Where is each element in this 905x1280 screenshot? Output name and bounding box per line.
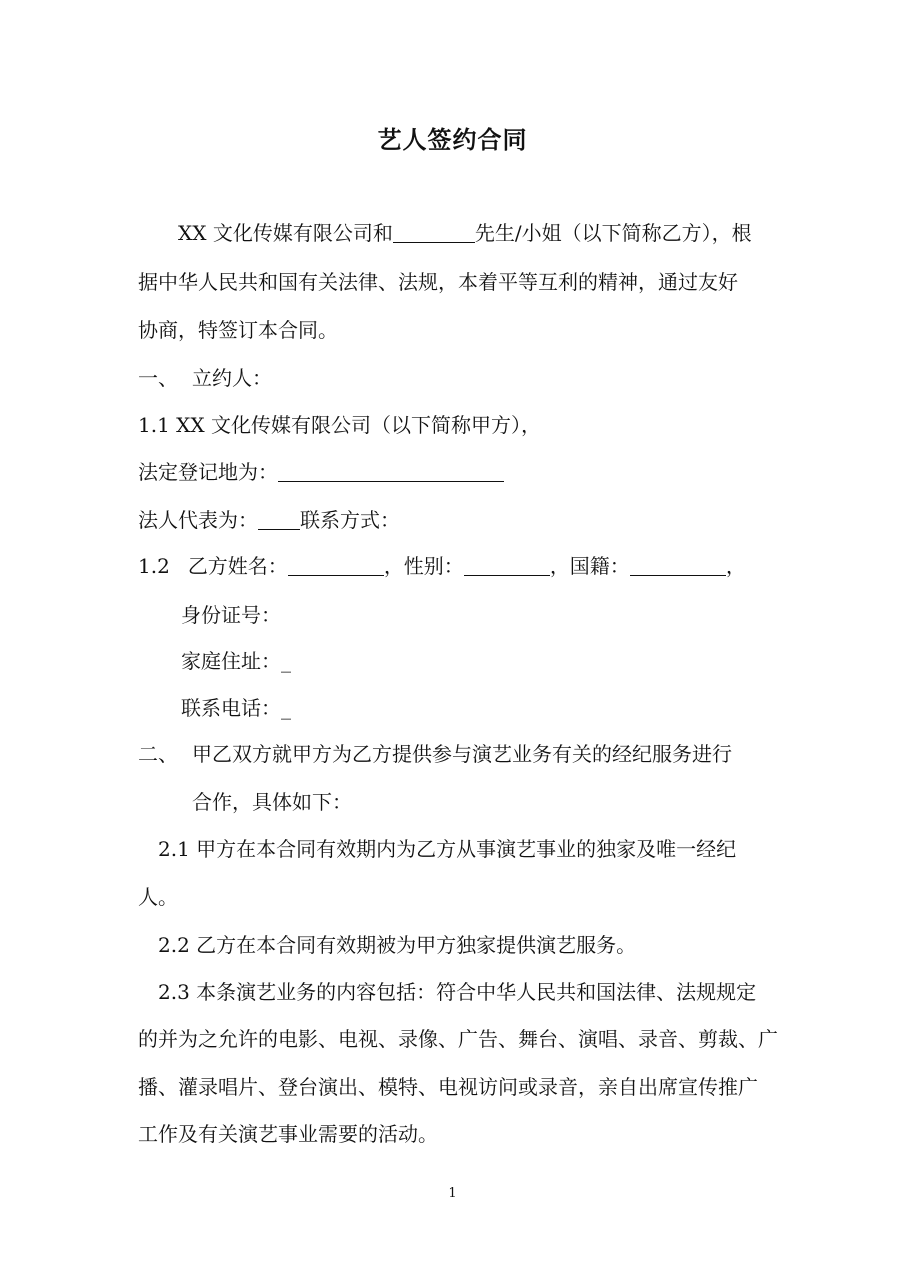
phone-line: 联系电话：_ [181,696,291,720]
intro-line-3: 协商，特签订本合同。 [138,318,338,342]
id-number-line: 身份证号： [181,603,281,627]
name-blank [288,555,384,576]
clause-1-2: 1.2 乙方姓名： ，性别： ，国籍： ， [138,554,746,578]
clause-2-1-line-2: 人。 [138,885,178,909]
registered-address-line: 法定登记地为： [138,457,504,487]
nationality-blank [630,555,726,576]
registered-address-blank [278,461,504,482]
clause-2-2: 2.2 乙方在本合同有效期被为甲方独家提供演艺服务。 [158,933,637,957]
intro-line-2: 据中华人民共和国有关法律、法规，本着平等互利的精神，通过友好 [138,270,738,294]
clause-1-1: 1.1 XX 文化传媒有限公司（以下简称甲方）， [138,413,541,437]
clause-2-3-line-4: 工作及有关演艺事业需要的活动。 [138,1122,438,1146]
clause-2-1-line-1: 2.1 甲方在本合同有效期内为乙方从事演艺事业的独家及唯一经纪 [158,837,737,861]
party-b-name-blank [393,222,475,243]
clause-2-3-line-2: 的并为之允许的电影、电视、录像、广告、舞台、演唱、录音、剪裁、广 [138,1027,778,1051]
section-2-heading-line-1: 二、 甲乙双方就甲方为乙方提供参与演艺业务有关的经纪服务进行 [138,742,732,766]
section-1-heading: 一、 立约人： [138,366,272,390]
intro-line-1: XX 文化传媒有限公司和 先生/小姐（以下简称乙方），根 [178,221,752,245]
clause-2-3-line-1: 2.3 本条演艺业务的内容包括：符合中华人民共和国法律、法规规定 [158,980,757,1004]
page-number: 1 [448,1186,457,1201]
document-title: 艺人签约合同 [377,125,528,154]
section-2-heading-line-2: 合作，具体如下： [192,790,352,814]
gender-blank [464,555,550,576]
home-address-line: 家庭住址：_ [181,649,291,673]
legal-rep-line: 法人代表为： 联系方式： [138,508,400,532]
clause-2-3-line-3: 播、灌录唱片、登台演出、模特、电视访问或录音，亲自出席宣传推广 [138,1075,758,1099]
legal-rep-blank [258,509,300,530]
